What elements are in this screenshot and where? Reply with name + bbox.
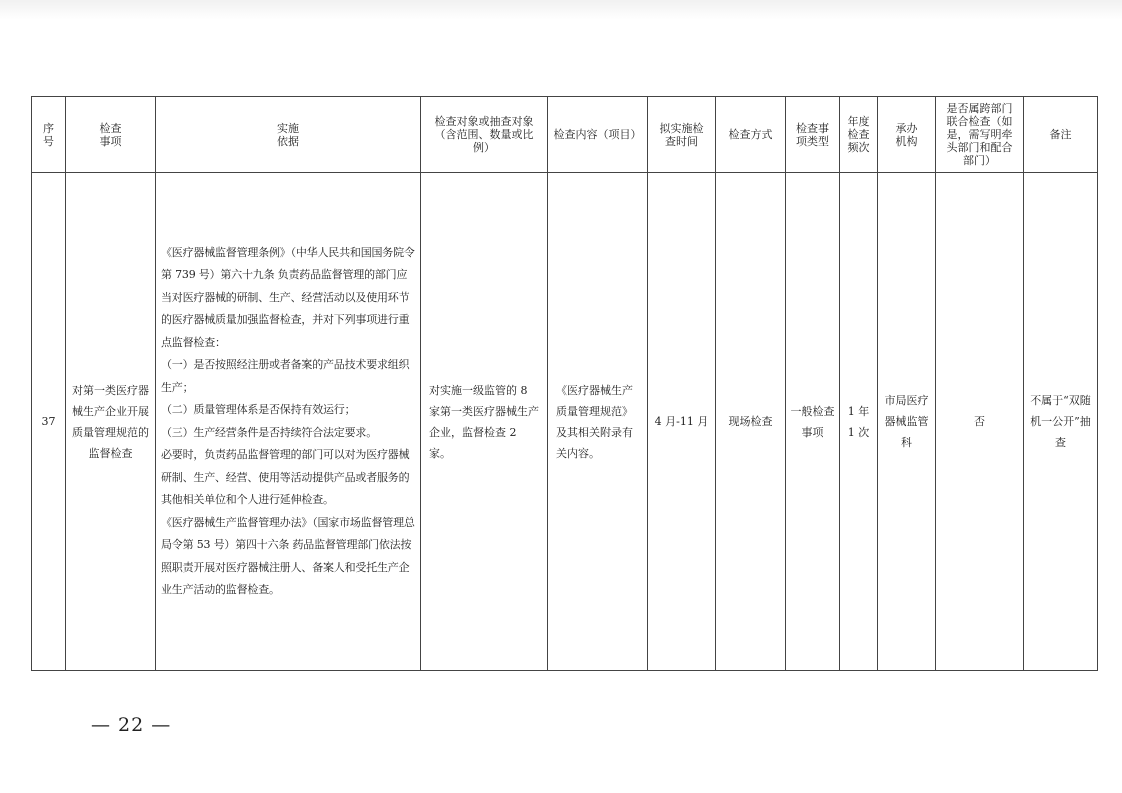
cell-time: 4 月-11 月 [648,173,716,671]
cell-basis [156,173,421,671]
header-time: 拟实施检 查时间 [648,97,716,173]
header-number: 序 号 [32,97,66,173]
basis-paragraph: 《医疗器械生产监督管理办法》（国家市场监督管理总局令第 53 号）第四十六条 药品监督管理部门依法按照职责开展对医疗器械注册人、备案人和受托生产企业生产活动的监督检查。 [161,515,415,596]
header-scope: 检查对象或抽查对象 （含范围、数量或比 例） [421,97,548,173]
cell-agency: 市局医疗器械监管科 [878,173,936,671]
cell-content: 《医疗器械生产质量管理规范》及其相关附录有关内容。 [548,173,648,671]
cell-scope: 对实施一级监管的 8 家第一类医疗器械生产企业，监督检查 2 家。 [421,173,548,671]
basis-paragraph: 必要时，负责药品监督管理的部门可以对为医疗器械研制、生产、经营、使用等活动提供产品或者服务的其他相关单位和个人进行延伸检查。 [161,448,410,506]
header-basis: 实施 依据 [156,97,421,173]
inspection-table [31,96,1098,671]
scan-edge-shadow [0,0,1122,20]
header-content: 检查内容（项目） [548,97,648,173]
cell-item: 对第一类医疗器械生产企业开展质量管理规范的监督检查 [66,173,156,671]
header-item: 检查 事项 [66,97,156,173]
header-joint: 是否属跨部门 联合检查（如 是，需写明牵 头部门和配合 部门） [936,97,1024,173]
header-method: 检查方式 [716,97,786,173]
basis-paragraph: 《医疗器械监督管理条例》（中华人民共和国国务院令第 739 号）第六十九条 负责药品监督管理的部门应当对医疗器械的研制、生产、经营活动以及使用环节的医疗器械质量加强监督检查，并对下列事项进行重点监督检查： [161,245,415,349]
basis-paragraph: （一）是否按照经注册或者备案的产品技术要求组织生产； [161,358,410,394]
header-agency: 承办 机构 [878,97,936,173]
basis-paragraph: （三）生产经营条件是否持续符合法定要求。 [161,425,377,439]
cell-method: 现场检查 [716,173,786,671]
header-type: 检查事 项类型 [786,97,840,173]
page-number: — 22 — [91,714,172,736]
header-frequency: 年度 检查 频次 [840,97,878,173]
cell-frequency: 1 年 1 次 [840,173,878,671]
table-row [32,173,1098,671]
cell-number: 37 [32,173,66,671]
cell-type: 一般检查事项 [786,173,840,671]
header-row [32,97,1098,173]
cell-remark: 不属于“双随机一公开”抽查 [1024,173,1098,671]
cell-joint: 否 [936,173,1024,671]
basis-paragraph: （二）质量管理体系是否保持有效运行； [161,403,356,416]
header-remark: 备注 [1024,97,1098,173]
